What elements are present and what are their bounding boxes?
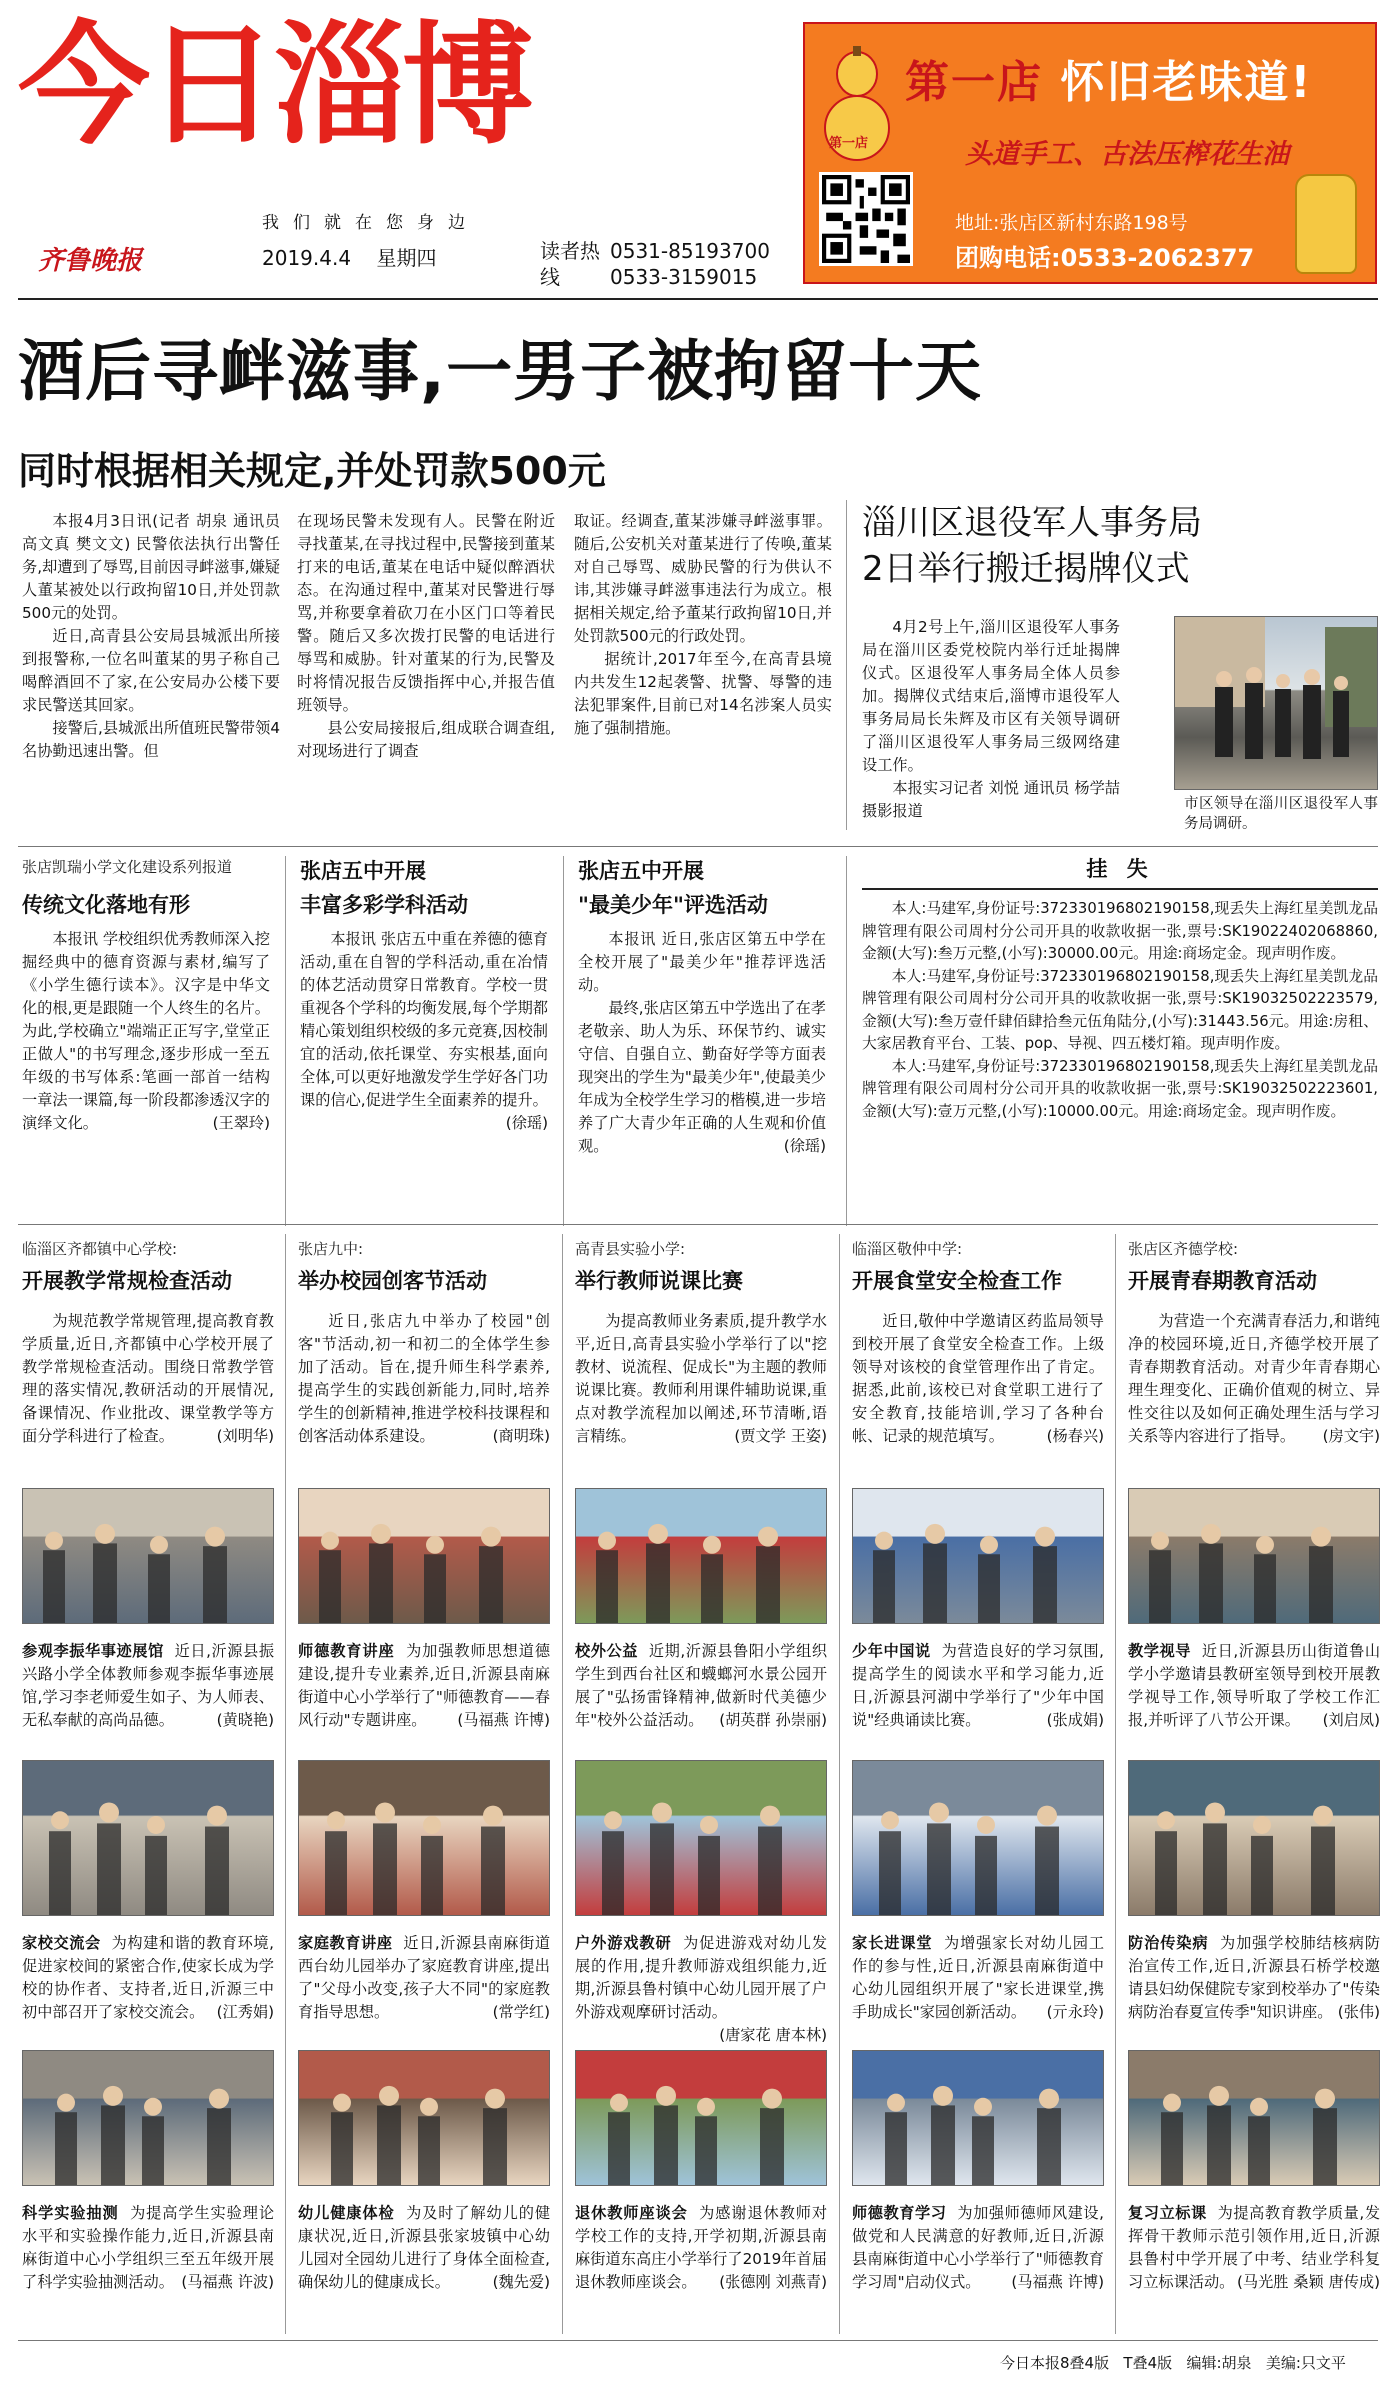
photo-caption [575, 1640, 827, 1732]
photo-caption-text: 为提高学生实验理论水平和实验操作能力,近日,沂源县南麻街道中心小学组织三至五年级开展了科学实验抽测活动。 [22, 2204, 275, 2291]
photo-caption-head: 师德教育讲座 [298, 1642, 395, 1660]
story-author: (徐瑶) [783, 1137, 826, 1155]
story-text: 本报讯 近日,张店区第五中学在全校开展了"最美少年"推荐评选活动。 [578, 930, 826, 994]
photo-caption-text: 近期,沂源县鲁阳小学组织学生到西台社区和蠛螂河水景公园开展了"弘扬雷锋精神,做新时代美德少年"校外公益活动。 [575, 1642, 828, 1729]
photo-caption-head: 科学实验抽测 [22, 2204, 119, 2222]
school-story-author: (商明珠) [492, 1427, 550, 1445]
section-rule [18, 846, 1378, 847]
photo-caption-head: 家校交流会 [22, 1934, 101, 1952]
school-photo [1128, 2050, 1380, 2186]
story-text: 本报讯 学校组织优秀教师深入挖掘经典中的德育资源与素材,编写了《小学生德行读本》。汉字是中华文化的根,更是跟随一个人终生的名片。为此,学校确立"端端正正写字,堂堂正正做人"的书写理念,逐步形成一至五年级的书写体系:笔画一部首一结构一章法一课篇,每一阶段都渗透汉字的演绎文化。 [22, 930, 270, 1132]
school-story-text: 为营造一个充满青春活力,和谐纯净的校园环境,近日,齐德学校开展了青春期教育活动。对青少年青春期心理生理变化、正确价值观的树立、异性交往以及如何正确处理生活与学习关系等内容进行了指导。 [1128, 1312, 1380, 1445]
hotline-phone: 0533-3159015 [610, 265, 758, 289]
ad-tagline: 头道手工、古法压榨花生油 [965, 139, 1289, 170]
side-story-paragraph: 4月2号上午,淄川区退役军人事务局在淄川区委党校院内举行迁址揭牌仪式。区退役军人事务局全体人员参加。揭牌仪式结束后,淄博市退役军人事务局局长朱辉及市区有关领导调研了淄川区退役军人事务局三级网络建设工作。 [862, 618, 1120, 774]
school-photo [298, 1488, 550, 1624]
school-story-body [575, 1310, 827, 1448]
lead-headline: 酒后寻衅滋事,一男子被拘留十天 [18, 333, 983, 410]
ad-headline-slogan: 怀旧老味道! [1060, 57, 1313, 108]
lost-notice-item: 本人:马建军,身份证号:372330196802190158,现丢失上海红星美凯龙品牌管理有限公司周村分公司开具的收款收据一张,票号:SK19032502223579,金额(大写):叁万壹仟肆佰肆拾叁元伍角陆分,(小写):31443.56元。用途:房租、大家居教育平台、工装、pop、导视、四五楼灯箱。现声明作废。 [862, 967, 1378, 1052]
lost-notice-item: 本人:马建军,身份证号:372330196802190158,现丢失上海红星美凯龙品牌管理有限公司周村分公司开具的收款收据一张,票号:SK19032502223601,金额(大写):壹万元整,(小写):10000.00元。用途:商场定金。现声明作废。 [862, 1057, 1378, 1120]
school-story-body [1128, 1310, 1380, 1448]
school-story-author: (房文宇) [1322, 1427, 1380, 1445]
lead-paragraph: 据统计,2017年至今,在高青县境内共发生12起袭警、扰警、辱警的违法犯罪案件,目前已对14名涉案人员实施了强制措施。 [574, 650, 832, 737]
photo-caption [852, 1640, 1104, 1732]
school-photo [298, 2050, 550, 2186]
school-story-text: 为提高教师业务素质,提升教学水平,近日,高青县实验小学举行了以"挖教材、说流程、促成长"为主题的教师说课比赛。教师利用课件辅助说课,重点对教学流程加以阐述,环节清晰,语言精练。 [575, 1312, 827, 1445]
story-body [300, 928, 548, 1135]
photo-caption [852, 1932, 1104, 2024]
story-text: 本报讯 张店五中重在养德的德育活动,重在自智的学科活动,重在冶情的体艺活动贯穿日常教育。学校一贯重视各个学科的均衡发展,每个学期都精心策划组织校级的多元竞赛,因校制宜的活动,依托课堂、夯实根基,面向全体,可以更好地激发学生学好各门功课的信心,促进学生全面素养的提升。 [300, 930, 548, 1109]
photo-caption-head: 参观李振华事迹展馆 [22, 1642, 164, 1660]
school-photo [852, 1760, 1104, 1916]
photo-caption [1128, 1640, 1380, 1732]
photo-caption-author: (亓永玲) [1046, 2003, 1104, 2021]
school-story-body [852, 1310, 1104, 1448]
school-name: 张店区齐德学校: [1128, 1240, 1239, 1258]
column-divider [839, 1234, 840, 2334]
ad-headline [905, 46, 1312, 110]
photo-caption-author: (唐家花 唐本林) [719, 2026, 827, 2044]
photo-caption-author: (马福燕 许博) [457, 1711, 550, 1729]
side-story-body [862, 616, 1120, 823]
lead-paragraph: 接警后,县城派出所值班民警带领4名协勤迅速出警。但 [22, 719, 280, 760]
school-story-author: (杨春兴) [1046, 1427, 1104, 1445]
story-label: 张店五中开展 [300, 859, 426, 883]
school-story-author: (刘明华) [216, 1427, 274, 1445]
side-story-byline: 本报实习记者 刘悦 通讯员 杨学喆 摄影报道 [862, 779, 1120, 820]
photo-caption [298, 1932, 550, 2024]
footer-edition: 今日本报8叠4版 [1000, 2354, 1110, 2372]
photo-caption-author: (马福燕 许博) [1011, 2273, 1104, 2291]
issue-date: 2019.4.4 [262, 246, 352, 270]
hotline-label: 读者热线 [540, 239, 600, 289]
photo-caption-head: 少年中国说 [852, 1642, 931, 1660]
school-story-title: 举行教师说课比赛 [575, 1269, 743, 1293]
school-story-body [22, 1310, 274, 1448]
photo-caption [1128, 1932, 1380, 2024]
photo-caption-head: 复习立标课 [1128, 2204, 1207, 2222]
photo-caption-author: (胡英群 孙崇丽) [719, 1711, 827, 1729]
school-story-author: (贾文学 王姿) [734, 1427, 827, 1445]
ad-address: 地址:张店区新村东路198号 [955, 212, 1188, 234]
story-author: (王翠玲) [212, 1114, 270, 1132]
hotline-phone: 0531-85193700 [610, 239, 770, 263]
photo-caption [298, 1640, 550, 1732]
photo-caption-author: (常学红) [492, 2003, 550, 2021]
story-author: (徐瑶) [505, 1114, 548, 1132]
school-photo [1128, 1760, 1380, 1916]
photo-caption-text: 为加强师德师风建设,做党和人民满意的好教师,近日,沂源县南麻街道中心小学举行了"师德教育学习周"启动仪式。 [852, 2204, 1105, 2291]
footer-rule [18, 2340, 1378, 2341]
photo-caption-text: 为及时了解幼儿的健康状况,近日,沂源县张家坡镇中心幼儿园对全园幼儿进行了身体全面检查,确保幼儿的健康成长。 [298, 2204, 551, 2291]
school-photo [575, 2050, 827, 2186]
footer-designer: 美编:只文平 [1265, 2354, 1346, 2372]
ad-headline-brand: 第一店 [905, 57, 1043, 108]
photo-caption-head: 家长进课堂 [852, 1934, 933, 1952]
masthead-slogan: 我们就在您身边 [262, 213, 479, 233]
photo-caption-text: 为促进游戏对幼儿发展的作用,提升教师游戏组织能力,近期,沂源县鲁村镇中心幼儿园开展了户外游戏观摩研讨活动。 [575, 1934, 828, 2021]
photo-caption-author: (刘启凤) [1322, 1711, 1380, 1729]
school-photo [852, 1488, 1104, 1624]
photo-caption-author: (马福燕 许波) [181, 2273, 274, 2291]
column-divider [846, 856, 847, 1226]
masthead-rule [18, 298, 1378, 300]
photo-caption-text: 近日,沂源县振兴路小学全体教师参观李振华事迹展馆,学习李老师爱生如子、为人师表、无私奉献的高尚品德。 [22, 1642, 275, 1729]
lead-paragraph: 县公安局接报后,组成联合调查组,对现场进行了调查 [297, 719, 555, 760]
series-label: 张店凯瑞小学文化建设系列报道 [22, 858, 233, 876]
story-body [22, 928, 270, 1135]
photo-caption-author: (魏先爱) [492, 2273, 550, 2291]
photo-caption-head: 户外游戏教研 [575, 1934, 672, 1952]
school-photo [575, 1488, 827, 1624]
photo-caption-head: 家庭教育讲座 [298, 1934, 393, 1952]
lead-col-1 [22, 510, 280, 763]
photo-caption-text: 为加强学校肺结核病防治宣传工作,近日,沂源县石桥学校邀请县妇幼保健院专家到校举办了"传染病防治春夏宣传季"知识讲座。 [1128, 1934, 1381, 2021]
school-photo [22, 2050, 274, 2186]
lost-notice-title: 挂 失 [1086, 857, 1154, 881]
photo-caption [575, 1932, 827, 2047]
lead-paragraph: 近日,高青县公安局县城派出所接到报警称,一位名叫董某的男子称自己喝醉酒回不了家,在公安局办公楼下要求民警送其回家。 [22, 627, 280, 714]
side-story-title-line: 淄川区退役军人事务局 [862, 503, 1202, 543]
school-name: 张店九中: [298, 1240, 364, 1258]
school-story-text: 近日,敬仲中学邀请区药监局领导到校开展了食堂安全检查工作。上级领导对该校的食堂管理作出了肯定。据悉,此前,该校已对食堂职工进行了安全教育,技能培训,学习了各种台帐、记录的规范填写。 [852, 1312, 1104, 1445]
photo-caption [22, 1932, 274, 2024]
section-rule [18, 1224, 1378, 1225]
photo-caption-author: (张成娟) [1046, 1711, 1104, 1729]
column-divider [285, 1234, 286, 2334]
photo-caption-author: (马光胜 桑颖 唐传成) [1236, 2273, 1380, 2291]
photo-caption-head: 幼儿健康体检 [298, 2204, 395, 2222]
gourd-logo-text: 第一店 [829, 136, 869, 151]
side-story-title-line: 2日举行搬迁揭牌仪式 [862, 549, 1190, 589]
school-photo [852, 2050, 1104, 2186]
lost-notice-body [862, 898, 1378, 1123]
school-story-body [298, 1310, 550, 1448]
photo-caption-head: 退休教师座谈会 [575, 2204, 688, 2222]
school-photo [298, 1760, 550, 1916]
oil-bottle-icon [1295, 174, 1357, 274]
photo-caption-text: 为营造良好的学习氛围,提高学生的阅读水平和学习能力,近日,沂源县河湖中学举行了"少年中国说"经典诵读比赛。 [852, 1642, 1105, 1729]
column-divider [563, 856, 564, 1226]
page-footer [1000, 2352, 1346, 2373]
photo-caption [1128, 2202, 1380, 2294]
advertisement [803, 22, 1377, 284]
photo-caption [22, 1640, 274, 1732]
side-story-photo [1174, 616, 1378, 790]
photo-caption-author: (江秀娟) [216, 2003, 274, 2021]
lost-notice-item: 本人:马建军,身份证号:372330196802190158,现丢失上海红星美凯龙品牌管理有限公司周村分公司开具的收款收据一张,票号:SK19022402068860,金额(大写):叁万元整,(小写):30000.00元。用途:商场定金。现声明作废。 [862, 900, 1378, 962]
school-name: 临淄区敬仲中学: [852, 1240, 963, 1258]
photo-caption [22, 2202, 274, 2294]
school-story-title: 开展食堂安全检查工作 [852, 1269, 1062, 1293]
issue-weekday: 星期四 [376, 246, 437, 270]
school-story-title: 开展教学常规检查活动 [22, 1269, 232, 1293]
photo-caption-head: 防治传染病 [1128, 1934, 1209, 1952]
footer-section: T叠4版 [1123, 2354, 1173, 2372]
story-title: "最美少年"评选活动 [578, 893, 768, 917]
side-story-title [862, 500, 1202, 592]
school-photo [575, 1760, 827, 1916]
photo-caption [575, 2202, 827, 2294]
story-title: 传统文化落地有形 [22, 893, 190, 917]
photo-caption-text: 为感谢退休教师对学校工作的支持,开学初期,沂源县南麻街道东高庄小学举行了2019年首届退休教师座谈会。 [575, 2204, 828, 2291]
photo-caption-author: (张伟) [1337, 2003, 1380, 2021]
photo-caption-author: (张德刚 刘燕青) [719, 2273, 827, 2291]
story-text: 最终,张店区第五中学选出了在孝老敬亲、助人为乐、环保节约、诚实守信、自强自立、勤奋好学等方面表现突出的学生为"最美少年",使最美少年成为全校学生学习的楷模,进一步培养了广大青少年正确的人生观和价值观。 [578, 999, 826, 1155]
column-divider [1115, 1234, 1116, 2334]
school-story-text: 为规范教学常规管理,提高教育教学质量,近日,齐都镇中心学校开展了教学常规检查活动。围绕日常教学管理的落实情况,教研活动的开展情况,备课情况、作业批改、课堂教学等方面分学科进行了检查。 [22, 1312, 274, 1445]
photo-caption-author: (黄晓艳) [216, 1711, 274, 1729]
story-label: 张店五中开展 [578, 859, 704, 883]
photo-caption-head: 校外公益 [575, 1642, 639, 1660]
column-divider [285, 856, 286, 1226]
lead-paragraph: 在现场民警未发现有人。民警在附近寻找董某,在寻找过程中,民警接到董某打来的电话,董某在电话中疑似醉酒状态。在沟通过程中,董某对民警进行辱骂,并称要拿着砍刀在小区门口等着民警。随后又多次拨打民警的电话进行辱骂和威胁。针对董某的行为,民警及时将情况报告反馈指挥中心,并报告值班领导。 [297, 512, 555, 714]
brand-logo: 齐鲁晚报 [38, 246, 143, 276]
side-story-caption: 市区领导在淄川区退役军人事务局调研。 [1184, 796, 1378, 832]
school-photo [22, 1760, 274, 1916]
story-title: 丰富多彩学科活动 [300, 893, 468, 917]
photo-caption-text: 近日,沂源县南麻街道西台幼儿园举办了家庭教育讲座,提出了"父母小改变,孩子大不同"的家庭教育指导思想。 [298, 1934, 551, 2021]
lead-col-3 [574, 510, 832, 740]
masthead-title: 今日淄博 [18, 9, 530, 163]
photo-caption-head: 师德教育学习 [852, 2204, 947, 2222]
school-story-title: 开展青春期教育活动 [1128, 1269, 1317, 1293]
photo-caption-text: 为提高教育教学质量,发挥骨干教师示范引领作用,近日,沂源县鲁村中学开展了中考、结业学科复习立标课活动。 [1128, 2204, 1381, 2291]
lead-paragraph: 本报4月3日讯(记者 胡泉 通讯员 高文真 樊文文) 民警依法执行出警任务,却遭到了辱骂,目前因寻衅滋事,嫌疑人董某被处以行政拘留10日,并处罚款500元的处罚。 [22, 512, 280, 622]
footer-editor: 编辑:胡泉 [1186, 2354, 1252, 2372]
school-photo [22, 1488, 274, 1624]
school-story-title: 举办校园创客节活动 [298, 1269, 487, 1293]
story-body [578, 928, 826, 1158]
qr-code-icon [819, 172, 913, 266]
dateline [262, 242, 437, 271]
photo-caption [852, 2202, 1104, 2294]
photo-caption-text: 近日,沂源县历山街道鲁山学小学邀请县教研室领导到校开展教学视导工作,领导听取了学校工作汇报,并听评了八节公开课。 [1128, 1642, 1381, 1729]
lost-notice-header [862, 848, 1378, 890]
school-name: 高青县实验小学: [575, 1240, 686, 1258]
photo-caption-text: 为构建和谐的教育环境,促进家校间的紧密合作,使家长成为学校的协作者、支持者,近日,沂源三中初中部召开了家校交流会。 [22, 1934, 275, 2021]
school-story-text: 近日,张店九中举办了校园"创客"节活动,初一和初二的全体学生参加了活动。旨在,提升师生科学素养,提高学生的实践创新能力,同时,培养学生的创新精神,推进学校科技课程和创客活动体系建设。 [298, 1312, 550, 1445]
lead-paragraph: 取证。经调查,董某涉嫌寻衅滋事罪。随后,公安机关对董某进行了传唤,董某对自己辱骂、威胁民警的行为供认不讳,其涉嫌寻衅滋事违法行为成立。根据相关规定,给予董某行政拘留10日,并处罚款500元的行政处罚。 [574, 512, 832, 645]
lead-subhead: 同时根据相关规定,并处罚款500元 [18, 449, 606, 493]
photo-caption [298, 2202, 550, 2294]
column-divider [846, 500, 847, 830]
photo-caption-text: 为加强教师思想道德建设,提升专业素养,近日,沂源县南麻街道中心小学举行了"师德教育——春风行动"专题讲座。 [298, 1642, 551, 1729]
school-name: 临淄区齐都镇中心学校: [22, 1240, 178, 1258]
photo-caption-head: 教学视导 [1128, 1642, 1192, 1660]
column-divider [562, 1234, 563, 2334]
photo-caption-text: 为增强家长对幼儿园工作的参与性,近日,沂源县南麻街道中心幼儿园组织开展了"家长进课堂,携手助成长"家园创新活动。 [852, 1934, 1105, 2021]
ad-phone: 团购电话:0533-2062377 [955, 244, 1255, 272]
school-photo [1128, 1488, 1380, 1624]
lead-col-2 [297, 510, 555, 763]
hotline-numbers [610, 238, 770, 290]
